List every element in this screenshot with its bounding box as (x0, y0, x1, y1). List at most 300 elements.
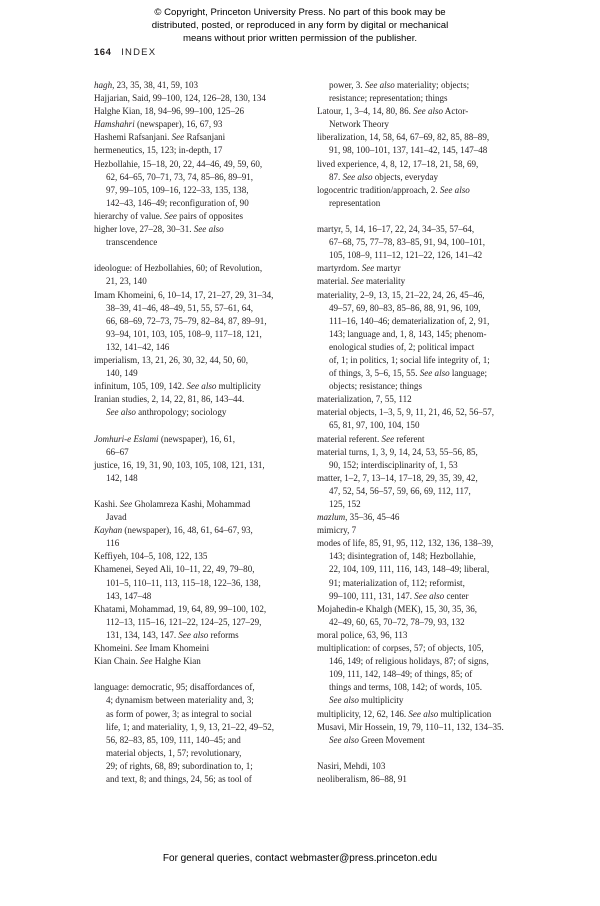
index-column-left (94, 79, 302, 786)
index-entry (317, 406, 525, 432)
index-text: Halghe Kian, 18, 94–96, 99–100, 125–26 (94, 106, 245, 117)
index-entry-line (317, 275, 525, 288)
index-text: (newspaper), 16, 67, 93 (134, 119, 223, 130)
index-entry-line (106, 446, 302, 459)
index-text: material objects, 1, 57; revolutionary, (106, 747, 242, 758)
index-entry-line (329, 79, 525, 92)
index-entry-line (94, 210, 302, 223)
index-entry (317, 511, 525, 524)
index-text: Kashi. (94, 499, 120, 509)
index-entry (94, 92, 302, 105)
index-text: Iranian studies, 2, 14, 22, 81, 86, 143–44. (94, 394, 245, 405)
index-text: martyrdom. (317, 263, 362, 274)
index-text: 56, 82–83, 85, 109, 111, 140–45; and (106, 734, 241, 745)
index-entry (317, 262, 525, 275)
index-entry-line (329, 249, 525, 262)
index-entry-line (106, 760, 302, 773)
index-entry-line (106, 184, 302, 197)
index-entry (317, 131, 525, 157)
index-entry-line (329, 354, 525, 367)
index-text: material referent. (317, 433, 382, 444)
index-text: 142–43, 146–49; reconfiguration of, 90 (106, 197, 249, 208)
index-entry-line (317, 393, 525, 406)
index-entry-line (329, 315, 525, 328)
index-text: 105, 108–9, 111–12, 121–22, 126, 141–42 (329, 250, 483, 261)
index-entry-line (317, 629, 525, 642)
index-entry-line (329, 171, 525, 184)
italic-text: See also (408, 708, 439, 719)
index-text: , 35–36, 45–46 (345, 512, 400, 523)
index-entry-line (94, 79, 302, 92)
index-entry-line (106, 341, 302, 354)
index-text: center (444, 590, 469, 601)
index-text: 97, 99–105, 109–16, 122–33, 135, 138, (106, 184, 249, 195)
index-entry-line (317, 446, 525, 459)
index-entry (94, 210, 302, 223)
index-entry-line (94, 642, 302, 655)
italic-text: Jomhuri-e Eslami (94, 433, 159, 444)
italic-text: See also (342, 171, 373, 182)
index-entry-line (317, 708, 525, 721)
index-text: Musavi, Mir Hossein, 19, 79, 110–11, 132, 134–35. (317, 721, 504, 732)
index-entry (317, 603, 525, 629)
index-entry-line (329, 380, 525, 393)
index-text: 62, 64–65, 70–71, 73, 74, 85–86, 89–91, (106, 171, 254, 182)
index-entry (94, 550, 302, 563)
index-entry-line (106, 721, 302, 734)
index-entry (317, 433, 525, 446)
italic-text: See also (364, 80, 395, 90)
italic-text: See (351, 276, 364, 287)
index-entry (317, 773, 525, 786)
index-entry-line (106, 734, 302, 747)
index-entry (94, 681, 302, 786)
index-text: 125, 152 (329, 499, 361, 509)
index-entry-line (317, 537, 525, 550)
index-text: 99–100, 111, 131, 147. (329, 590, 415, 601)
index-text: Hajjarian, Said, 99–100, 124, 126–28, 130, 134 (94, 93, 266, 104)
index-entry-line (317, 223, 525, 236)
italic-text: See also (439, 184, 470, 195)
index-entry (317, 472, 525, 511)
index-entry-line (94, 498, 302, 511)
index-text: Hezbollahie, 15–18, 20, 22, 44–46, 49, 59, 60, (94, 158, 263, 169)
index-text: 90, 152; interdisciplinarity of, 1, 53 (329, 459, 458, 470)
italic-text: See (134, 643, 148, 654)
index-entry-line (106, 537, 302, 550)
index-entry-line (317, 511, 525, 524)
index-text: martyr, 5, 14, 16–17, 22, 24, 34–35, 57–64, (317, 224, 475, 235)
index-text: lived experience, 4, 8, 12, 17–18, 21, 58, 69, (317, 158, 479, 169)
copyright-line: © Copyright, Princeton University Press. No part of this book may be (154, 7, 446, 18)
index-text: pairs of opposites (176, 210, 243, 221)
italic-text: See (164, 210, 177, 221)
index-entry-line (329, 341, 525, 354)
index-text: anthropology; sociology (135, 407, 227, 418)
index-text: and text, 8; and things, 24, 56; as tool of (106, 773, 252, 784)
index-entry-line (329, 550, 525, 563)
index-text: 29; of rights, 68, 89; subordination to, 1; (106, 760, 253, 771)
italic-text: See also (178, 629, 209, 640)
index-entry-line (94, 433, 302, 446)
index-entry-line (106, 236, 302, 249)
index-entry-line (329, 459, 525, 472)
index-entry (317, 629, 525, 642)
index-entry-line (106, 616, 302, 629)
index-text: 22, 104, 109, 111, 116, 143, 148–49; liberal, (329, 564, 490, 575)
copyright-notice (0, 6, 600, 45)
index-text: 131, 134, 143, 147. (106, 629, 179, 640)
index-entry-line (106, 197, 302, 210)
index-text: 116 (106, 538, 120, 549)
index-text: 67–68, 75, 77–78, 83–85, 91, 94, 100–101, (329, 237, 486, 248)
index-entry (317, 708, 525, 721)
index-text: 146, 149; of religious holidays, 87; of signs, (329, 656, 489, 667)
index-entry-line (317, 105, 525, 118)
index-text: objects; resistance; things (329, 381, 422, 392)
index-entry-line (329, 367, 525, 380)
italic-text: mazlum (317, 512, 346, 523)
index-text: 91, 98, 100–101, 137, 141–42, 145, 147–48 (329, 145, 488, 156)
index-entry (317, 524, 525, 537)
index-entry-line (329, 92, 525, 105)
index-entry-line (329, 419, 525, 432)
index-text: material turns, 1, 3, 9, 14, 24, 53, 55–56, 85, (317, 446, 478, 457)
index-entry (94, 262, 302, 288)
index-entry-line (106, 275, 302, 288)
index-text: 38–39, 41–46, 48–49, 51, 55, 57–61, 64, (106, 302, 254, 313)
index-text: Hashemi Rafsanjani. (94, 132, 172, 143)
index-entry-line (329, 668, 525, 681)
index-entry-line (317, 158, 525, 171)
index-entry-line (329, 577, 525, 590)
index-text: Rafsanjani (184, 132, 226, 143)
page-number: 164 (94, 47, 112, 58)
index-text: life, 1; and materiality, 1, 9, 13, 21–22, 49–52, (106, 721, 275, 732)
index-entry (317, 223, 525, 262)
index-text: Network Theory (329, 119, 389, 130)
index-text: material objects, 1–3, 5, 9, 11, 21, 46, 52, 56–57, (317, 407, 495, 418)
index-entry-line (106, 171, 302, 184)
index-entry-line (329, 302, 525, 315)
index-entry-line (106, 367, 302, 380)
index-text: material. (317, 276, 352, 287)
index-text: 132, 141–42, 146 (106, 341, 170, 352)
index-entry-line (94, 131, 302, 144)
index-entry (94, 524, 302, 550)
index-text: higher love, 27–28, 30–31. (94, 224, 194, 235)
index-entry-line (94, 393, 302, 406)
index-text: power, 3. (329, 80, 365, 90)
index-text: multiplication: of corpses, 57; of objects, 105, (317, 643, 484, 654)
index-text: Actor- (443, 106, 469, 117)
index-entry (94, 563, 302, 602)
index-entry-line (94, 603, 302, 616)
index-entry-line (94, 262, 302, 275)
index-entry-line (106, 472, 302, 485)
index-text: Halghe Kian (152, 656, 201, 667)
index-text: multiplicity (358, 695, 404, 706)
index-entry (94, 459, 302, 485)
index-text: 66, 68–69, 72–73, 75–79, 82–84, 87, 89–91, (106, 315, 267, 326)
index-entry-line (94, 459, 302, 472)
running-head (94, 47, 156, 58)
index-entry-line (317, 406, 525, 419)
index-text: 101–5, 110–11, 113, 115–18, 122–36, 138, (106, 577, 261, 588)
index-text: Latour, 1, 3–4, 14, 80, 86. (317, 106, 414, 117)
italic-text: See also (414, 590, 445, 601)
index-text: things and terms, 108, 142; of words, 105. (329, 682, 483, 693)
index-text: Imam Khomeini (147, 643, 210, 654)
index-entry-line (317, 603, 525, 616)
index-entry-line (106, 302, 302, 315)
index-entry-line (94, 223, 302, 236)
index-entry-line (329, 616, 525, 629)
italic-text: See (171, 132, 185, 143)
index-text: justice, 16, 19, 31, 90, 103, 105, 108, 121, 131, (94, 459, 265, 470)
index-text: neoliberalism, 86–88, 91 (317, 773, 407, 784)
index-entry (317, 393, 525, 406)
index-entry (94, 354, 302, 380)
index-text: hierarchy of value. (94, 210, 165, 221)
index-text: (newspaper), 16, 48, 61, 64–67, 93, (122, 525, 253, 536)
index-entry (317, 158, 525, 184)
index-entry-line (317, 262, 525, 275)
index-entry-line (106, 747, 302, 760)
index-entry-line (94, 118, 302, 131)
index-text: mimicry, 7 (317, 525, 357, 536)
index-text: materiality (363, 276, 406, 287)
index-text: 66–67 (106, 446, 129, 457)
index-text: ideologue: of Hezbollahies, 60; of Revolution, (94, 263, 263, 274)
index-text: as form of power, 3; as integral to social (106, 708, 252, 719)
index-entry-line (329, 734, 525, 747)
italic-text: See also (413, 106, 444, 117)
index-entry-line (317, 642, 525, 655)
index-text: Nasiri, Mehdi, 103 (317, 760, 386, 771)
index-text: materiality; objects; (394, 80, 470, 90)
index-entry-line (317, 524, 525, 537)
index-text: liberalization, 14, 58, 64, 67–69, 82, 85, 88–89, (317, 132, 490, 143)
copyright-line: means without prior written permission of the publisher. (182, 33, 418, 44)
index-entry (317, 105, 525, 131)
index-text: language: democratic, 95; disaffordances of, (94, 682, 255, 693)
italic-text: See also (329, 734, 359, 745)
index-text: 21, 23, 140 (106, 276, 147, 287)
index-text: materiality, 2–9, 13, 15, 21–22, 24, 26, 45–46, (317, 289, 485, 300)
index-entry (94, 433, 302, 459)
index-entry (317, 642, 525, 707)
index-text: martyr (374, 263, 401, 274)
index-text: matter, 1–2, 7, 13–14, 17–18, 29, 35, 39, 42, (317, 472, 478, 483)
index-entry-line (106, 629, 302, 642)
index-entry-line (106, 511, 302, 524)
italic-text: See (381, 433, 395, 444)
index-entry-line (329, 681, 525, 694)
index-text: Green Movement (358, 734, 425, 745)
italic-text: See also (419, 368, 450, 379)
index-entry-line (106, 773, 302, 786)
index-text: 111–16, 140–46; dematerialization of, 2, 91, (329, 315, 490, 326)
index-entry-line (94, 380, 302, 393)
letter-group-gap (94, 485, 302, 498)
index-text: Khatami, Mohammad, 19, 64, 89, 99–100, 102, (94, 603, 267, 614)
index-entry-line (94, 105, 302, 118)
index-text: 49–57, 69, 80–83, 85–86, 88, 91, 96, 109, (329, 302, 481, 313)
index-text: multiplicity, 12, 62, 146. (317, 708, 409, 719)
footer-contact: For general queries, contact webmaster@press.princeton.edu (162, 853, 438, 864)
index-text: imperialism, 13, 21, 26, 30, 32, 44, 50, 60, (94, 354, 249, 365)
italic-text: See also (329, 695, 359, 706)
index-column-right (317, 79, 525, 786)
index-text: transcendence (106, 237, 158, 248)
index-text: (newspaper), 16, 61, (158, 433, 235, 444)
index-entry-line (106, 315, 302, 328)
index-entry (94, 118, 302, 131)
index-entry (317, 537, 525, 602)
index-text: Imam Khomeini, 6, 10–14, 17, 21–27, 29, 31–34, (94, 289, 274, 300)
index-text: , 23, 35, 38, 41, 59, 103 (112, 80, 199, 90)
index-text: Javad (106, 512, 127, 523)
index-text: Gholamreza Kashi, Mohammad (132, 499, 251, 509)
italic-text: See also (106, 407, 136, 418)
index-entry-line (317, 131, 525, 144)
index-entry-line (329, 197, 525, 210)
index-text: 42–49, 60, 65, 70–72, 78–79, 93, 132 (329, 616, 465, 627)
index-entry-line (106, 406, 302, 419)
index-entry (94, 79, 302, 92)
index-text: Khamenei, Seyed Ali, 10–11, 22, 49, 79–80, (94, 564, 255, 575)
index-text: objects, everyday (372, 171, 439, 182)
index-entry-line (329, 694, 525, 707)
index-entry-line (94, 354, 302, 367)
index-entry-line (329, 485, 525, 498)
index-entry (317, 275, 525, 288)
italic-text: See also (186, 381, 217, 392)
index-entry-continued (317, 79, 525, 105)
index-entry-line (317, 773, 525, 786)
index-text: language; (449, 368, 488, 379)
index-entry-line (329, 236, 525, 249)
index-entry-line (94, 289, 302, 302)
index-text: 47, 52, 54, 56–57, 59, 66, 69, 112, 117, (329, 485, 471, 496)
index-entry (94, 380, 302, 393)
index-text: 91; materialization of, 112; reformist, (329, 577, 465, 588)
index-entry-line (317, 184, 525, 197)
index-entry-line (317, 289, 525, 302)
index-entry-line (94, 563, 302, 576)
index-text: Khomeini. (94, 643, 135, 654)
index-text: representation (329, 197, 381, 208)
index-text: 140, 149 (106, 368, 138, 379)
index-text: 87. (329, 171, 343, 182)
italic-text: See (139, 656, 153, 667)
index-entry-line (94, 158, 302, 171)
index-entry-line (106, 708, 302, 721)
index-entry (317, 721, 525, 747)
index-text: materialization, 7, 55, 112 (317, 394, 412, 405)
letter-group-gap (94, 668, 302, 681)
index-text: of, 1; in politics, 1; social life integrity of, 1; (329, 354, 490, 365)
index-text: enological studies of, 2; political impact (329, 341, 475, 352)
index-text: 143; language and, 1, 8, 143, 145; phenom- (329, 328, 487, 339)
letter-group-gap (317, 747, 525, 760)
index-text: modes of life, 85, 91, 95, 112, 132, 136, 138–39, (317, 538, 494, 549)
index-entry-line (94, 655, 302, 668)
index-entry (317, 446, 525, 472)
index-entry-line (317, 472, 525, 485)
letter-group-gap (94, 249, 302, 262)
index-entry-line (94, 92, 302, 105)
index-text: Mojahedin-e Khalgh (MEK), 15, 30, 35, 36, (317, 603, 478, 614)
index-entry-line (317, 721, 525, 734)
index-text: 65, 81, 97, 100, 104, 150 (329, 420, 420, 431)
index-text: 143, 147–48 (106, 590, 152, 601)
index-text: Keffiyeh, 104–5, 108, 122, 135 (94, 551, 208, 562)
index-text: logocentric tradition/approach, 2. (317, 184, 440, 195)
index-text: 112–13, 115–16, 121–22, 124–25, 127–29, (106, 616, 262, 627)
italic-text: See (119, 499, 133, 509)
section-title: INDEX (121, 47, 157, 58)
italic-text: Hamshahri (94, 119, 135, 130)
index-text: referent (394, 433, 425, 444)
index-text: 93–94, 101, 103, 105, 108–9, 117–18, 121, (106, 328, 262, 339)
index-entry (94, 144, 302, 157)
italic-text: Kayhan (94, 525, 123, 536)
index-text: 143; disintegration of, 148; Hezbollahie, (329, 551, 476, 562)
italic-text: See also (193, 224, 224, 235)
index-text: hermeneutics, 15, 123; in-depth, 17 (94, 145, 223, 156)
index-entry-line (106, 694, 302, 707)
index-entry (94, 655, 302, 668)
index-entry (94, 131, 302, 144)
italic-text: See (361, 263, 375, 274)
index-text: Kian Chain. (94, 656, 140, 667)
index-text: 142, 148 (106, 472, 138, 483)
index-entry-line (329, 118, 525, 131)
index-text: multiplicity (216, 381, 261, 392)
index-entry-line (94, 550, 302, 563)
index-text: moral police, 63, 96, 113 (317, 629, 408, 640)
index-entry (94, 603, 302, 642)
index-entry (94, 642, 302, 655)
index-entry (94, 158, 302, 210)
index-entry (317, 184, 525, 210)
index-entry-line (329, 655, 525, 668)
index-entry (94, 289, 302, 354)
index-entry (317, 760, 525, 773)
index-entry-line (329, 590, 525, 603)
index-text: 109, 111, 142, 148–49; of things, 85; of (329, 669, 473, 680)
index-entry-line (329, 144, 525, 157)
index-text: multiplication (438, 708, 492, 719)
index-text: infinitum, 105, 109, 142. (94, 381, 187, 392)
index-entry-line (317, 433, 525, 446)
index-entry (94, 105, 302, 118)
copyright-line: distributed, posted, or reproduced in any form by digital or mechanical (151, 20, 449, 31)
index-text: 4; dynamism between materiality and, 3; (106, 695, 254, 706)
letter-group-gap (317, 210, 525, 223)
index-entry-line (317, 760, 525, 773)
index-entry-line (329, 328, 525, 341)
index-entry-line (94, 681, 302, 694)
index-entry (94, 393, 302, 419)
index-entry (317, 289, 525, 394)
index-text: of things, 3, 5–6, 15, 55. (329, 368, 420, 379)
index-entry-line (94, 144, 302, 157)
index-entry-line (106, 577, 302, 590)
index-entry (94, 223, 302, 249)
